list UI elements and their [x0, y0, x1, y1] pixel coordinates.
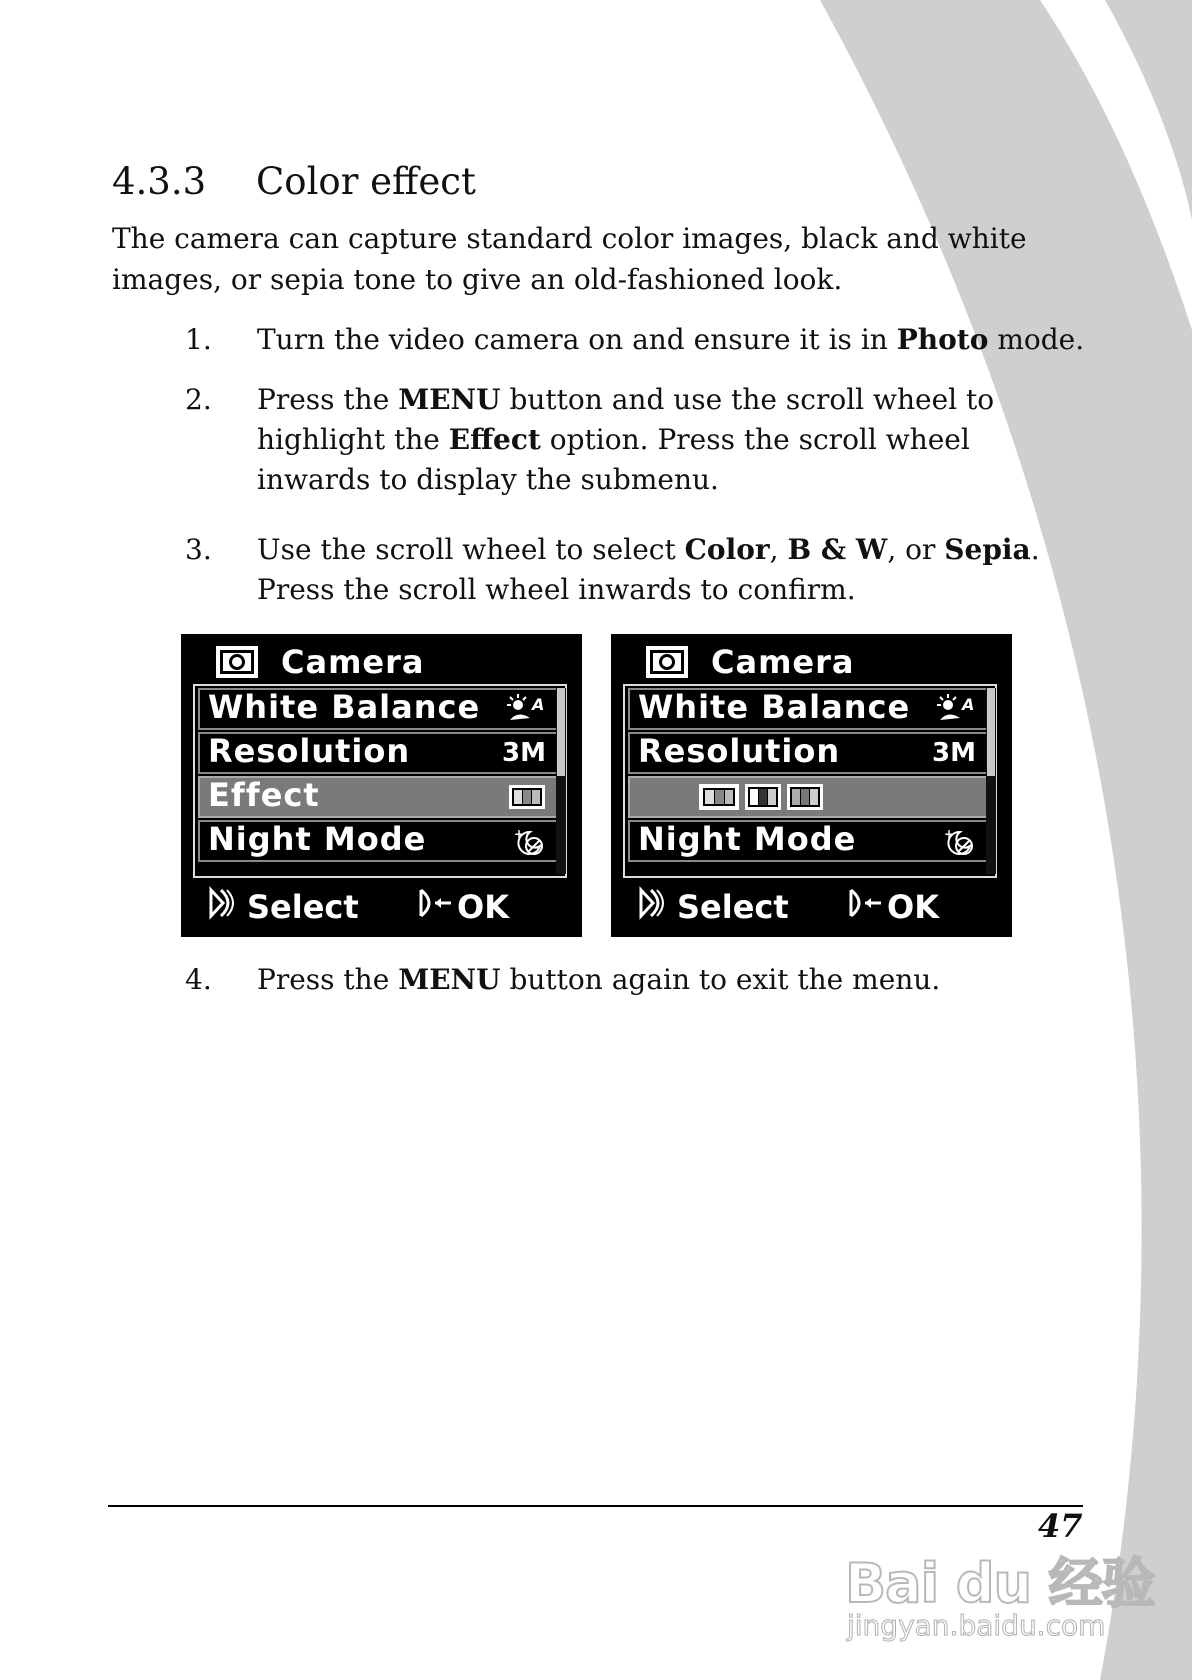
step-emphasis: Effect: [448, 423, 541, 456]
press-arrow-icon: [847, 886, 885, 928]
section-heading: [112, 160, 476, 203]
screen-title: Camera: [281, 643, 425, 681]
step-run: Press the: [257, 383, 399, 416]
footer-rule: [108, 1505, 1083, 1507]
menu-scrollbar[interactable]: [556, 688, 566, 874]
menu-item-label: Effect: [208, 776, 320, 814]
scroll-wheel-icon: [207, 886, 241, 928]
menu-item-label: Night Mode: [208, 820, 427, 858]
step-run: button and use the scroll wheel to: [500, 383, 995, 416]
night-mode-off-icon: [942, 826, 976, 865]
scroll-wheel-icon: [637, 886, 671, 928]
svg-text:+: +: [514, 827, 525, 841]
step-line: [257, 380, 994, 420]
footer-select-hint: [207, 886, 359, 928]
effect-options: [698, 783, 824, 815]
step-number: 1.: [185, 323, 212, 356]
camera-icon: [645, 645, 689, 679]
watermark-url: jingyan.baidu.com: [847, 1609, 1106, 1642]
resolution-value: 3M: [502, 738, 546, 768]
section-number: 4.3.3: [112, 160, 207, 203]
menu-item-label: White Balance: [638, 688, 911, 726]
step-number: 2.: [185, 383, 212, 416]
effect-bw-option-icon[interactable]: [744, 783, 782, 815]
footer-ok-hint: [417, 886, 509, 928]
menu-scrollbar[interactable]: [986, 688, 996, 874]
camera-menu-screen-effect-selected: [181, 634, 582, 937]
scrollbar-thumb[interactable]: [557, 688, 565, 776]
step-line: [257, 530, 1040, 570]
menu-item-night-mode[interactable]: [628, 820, 988, 862]
watermark-brand: Bai du 经验: [845, 1552, 1155, 1615]
menu-item-resolution[interactable]: [628, 732, 988, 774]
menu-item-label: Resolution: [208, 732, 411, 770]
step-run: option. Press the scroll wheel: [540, 423, 970, 456]
menu-list: [193, 684, 567, 878]
menu-list: [623, 684, 997, 878]
step-run: .: [1030, 533, 1040, 566]
step-run: Press the: [257, 963, 399, 996]
svg-text:+: +: [944, 827, 955, 841]
camera-menu-screen-effect-submenu: [611, 634, 1012, 937]
step-run: mode.: [988, 323, 1085, 356]
step-run: Turn the video camera on and ensure it is in: [257, 323, 897, 356]
effect-color-icon: [508, 784, 546, 817]
footer-ok-hint: [847, 886, 939, 928]
step-emphasis: Sepia: [944, 533, 1031, 566]
step-text: [257, 960, 940, 1000]
step-emphasis: MENU: [398, 963, 501, 996]
step-line: [257, 570, 1040, 610]
footer-select-hint: [637, 886, 789, 928]
step-line: [257, 960, 940, 1000]
camera-icon: [215, 645, 259, 679]
screen-title-bar: [645, 644, 855, 680]
menu-item-resolution[interactable]: [198, 732, 558, 774]
screen-footer: [207, 886, 567, 926]
menu-item-effect-submenu[interactable]: [628, 776, 988, 818]
step-line: [257, 420, 994, 460]
step-line: [257, 460, 994, 500]
menu-item-label: Resolution: [638, 732, 841, 770]
step-emphasis: Photo: [896, 323, 989, 356]
effect-color-option-icon[interactable]: [698, 783, 740, 815]
menu-item-effect[interactable]: [198, 776, 558, 818]
step-run: button again to exit the menu.: [500, 963, 941, 996]
menu-item-label: White Balance: [208, 688, 481, 726]
footer-ok-label: OK: [887, 888, 939, 926]
footer-select-label: Select: [677, 888, 789, 926]
white-balance-auto-icon: [936, 694, 976, 731]
white-balance-auto-icon: [506, 694, 546, 731]
step-run: Press the scroll wheel inwards to confirm.: [257, 573, 856, 606]
scrollbar-thumb[interactable]: [987, 688, 995, 776]
section-title: Color effect: [256, 160, 476, 203]
screen-footer: [637, 886, 997, 926]
step-run: , or: [887, 533, 945, 566]
screen-title: Camera: [711, 643, 855, 681]
step-run: highlight the: [257, 423, 449, 456]
step-number: 4.: [185, 963, 212, 996]
baidu-watermark: [845, 1525, 1155, 1675]
step-number: 3.: [185, 533, 212, 566]
menu-item-white-balance[interactable]: [198, 688, 558, 730]
step-line: [257, 320, 1084, 360]
intro-paragraph: The camera can capture standard color images, black and white images, or sepia tone to give an old-fashioned look.: [112, 222, 1027, 296]
step-emphasis: MENU: [398, 383, 501, 416]
step-emphasis: B & W: [787, 533, 888, 566]
step-text: [257, 320, 1084, 360]
resolution-value: 3M: [932, 738, 976, 768]
step-emphasis: Color: [684, 533, 770, 566]
menu-item-night-mode[interactable]: [198, 820, 558, 862]
step-text: [257, 530, 1040, 610]
page-number: 47: [1038, 1507, 1083, 1545]
screen-title-bar: [215, 644, 425, 680]
menu-item-white-balance[interactable]: [628, 688, 988, 730]
press-arrow-icon: [417, 886, 455, 928]
step-text: [257, 380, 994, 500]
step-run: inwards to display the submenu.: [257, 463, 719, 496]
svg-text:A: A: [532, 695, 545, 714]
night-mode-off-icon: [512, 826, 546, 865]
footer-ok-label: OK: [457, 888, 509, 926]
footer-select-label: Select: [247, 888, 359, 926]
step-run: ,: [769, 533, 788, 566]
svg-text:A: A: [962, 695, 975, 714]
effect-sepia-option-icon[interactable]: [786, 783, 824, 815]
step-run: Use the scroll wheel to select: [257, 533, 685, 566]
menu-item-label: Night Mode: [638, 820, 857, 858]
